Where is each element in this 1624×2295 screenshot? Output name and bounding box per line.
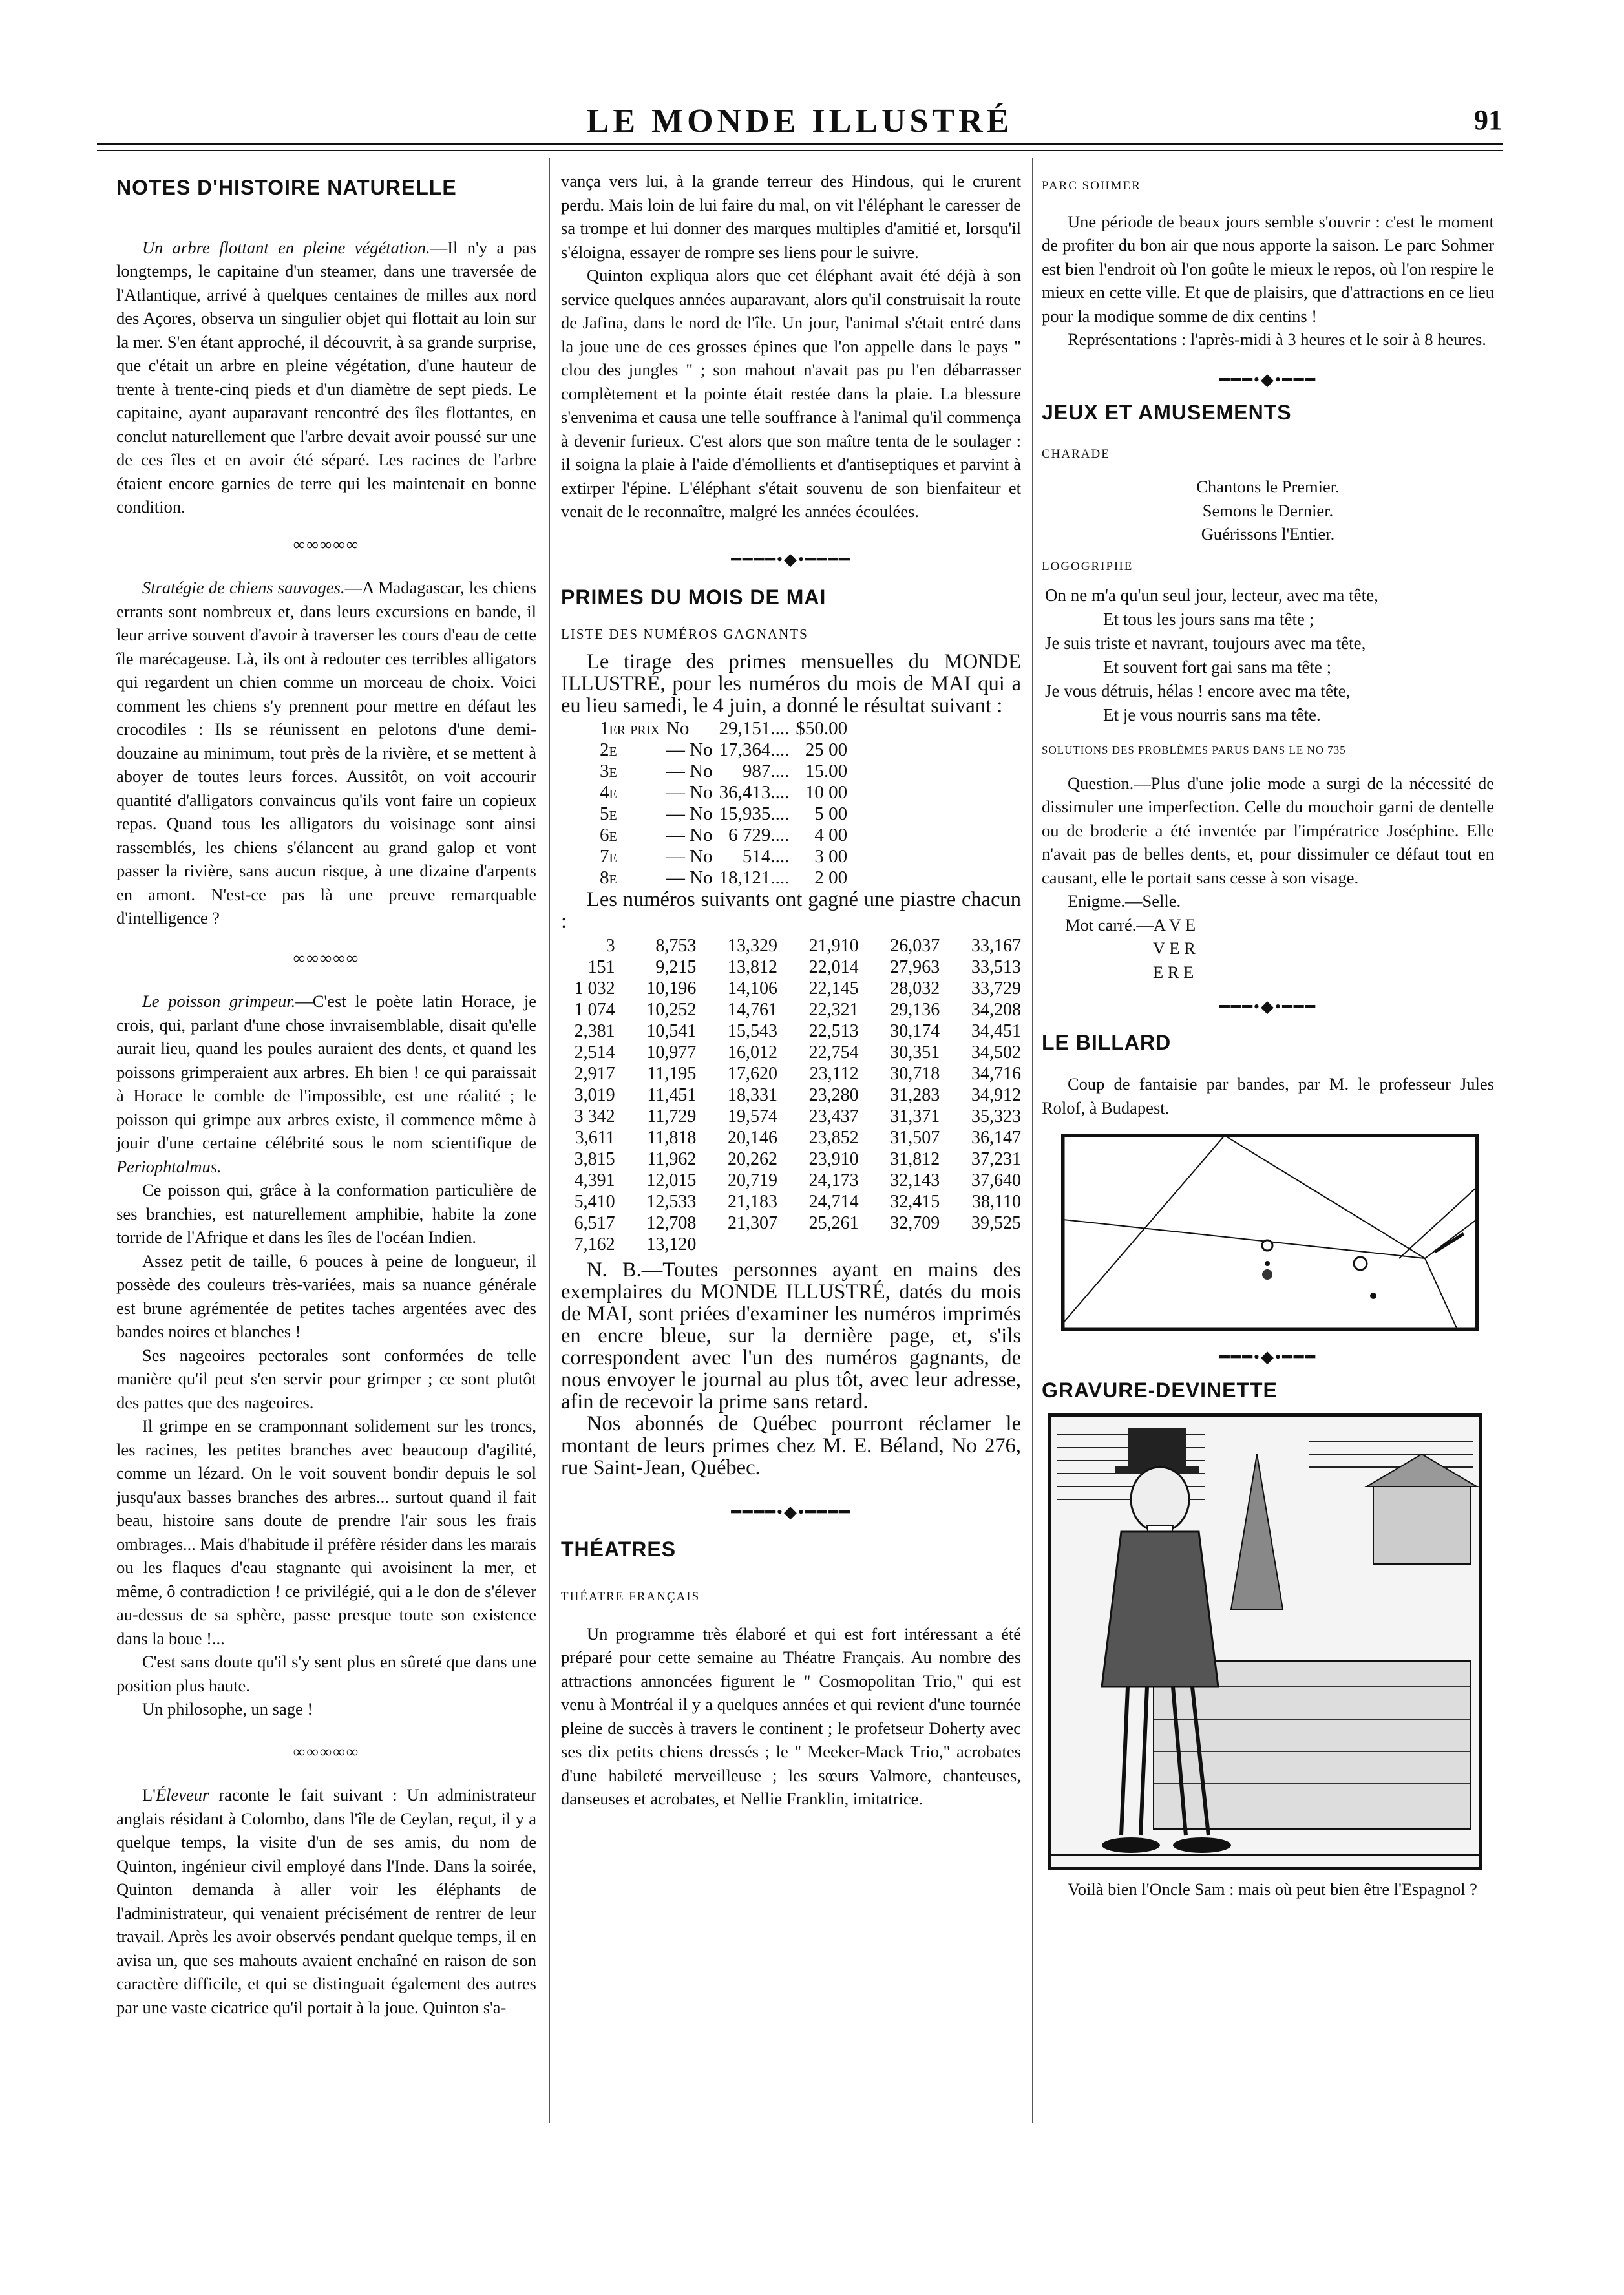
ball-marker <box>1265 1261 1270 1266</box>
red-ball <box>1262 1269 1272 1280</box>
prize-rank: 1er prix <box>600 718 660 739</box>
winning-number: 22,321 <box>808 1000 859 1020</box>
paragraph: Il grimpe en se cramponnant solidement sur les troncs, les racines, les petites branches avec beaucoup d'agilité, comme un lézard. On le voit souvent bondir depuis le sol jusqu'aux basses branches des arbres... surtout quand il fait beau, histoire sans doute de prendre l'air sous les frais ombrages... Mais d'habitude il préfère résider dans les marais ou les flaques d'eau stagnante qui avoisinent la mer, et même, ô contradiction ! ce privilégié, qui a le don de s'élever au-dessus de sa sphère, passe presque toute son existence dans la boue !... <box>116 1416 536 1648</box>
winning-number: 12,708 <box>646 1213 697 1233</box>
winning-number: 37,231 <box>971 1149 1021 1169</box>
winning-number: 28,032 <box>890 978 940 999</box>
article-arbre-flottant: Un arbre flottant en pleine végétation.—Il n'y a pas longtemps, le capitaine d'un steamer, dans une traversée de l'Atlantique, arrivé à quelques centaines de milles aux nord des Açores, observa un singulier objet qui flottait au loin sur la mer. S'en étant approché, il découvrit, à sa grande surprise, que c'était un arbre en pleine végétation, d'une hauteur de trente à trente-cinq pieds et d'un diamètre de sept pieds. Le capitaine, ayant auparavant rencontré des îles flottantes, en conclut naturellement que l'arbre devait avoir poussé sur une de ces îles et en avoir été séparé. Les racines de l'arbre étaient encore garnies de terre qui les maintenait en bonne condition. <box>116 237 536 516</box>
prize-no: — No <box>666 761 713 781</box>
winning-number: 33,513 <box>971 957 1021 977</box>
winning-number: 11,962 <box>647 1149 697 1169</box>
prize-rank: 2e <box>600 739 617 760</box>
house <box>1373 1486 1470 1564</box>
numbers-row <box>570 935 1021 957</box>
charade-line: Semons le Dernier. <box>1202 500 1334 520</box>
prize-rank: 3e <box>600 761 617 781</box>
prize-num: 18,121.... <box>719 867 790 888</box>
paragraph: C'est sans doute qu'il s'y sent plus en sûreté que dans une position plus haute. <box>116 1652 536 1695</box>
prize-row <box>600 782 854 803</box>
winning-number: 32,143 <box>890 1170 940 1190</box>
paragraph: Quinton expliqua alors que cet éléphant avait été déjà à son service quelques années auparavant, alors qu'il construisait la route de Jafina, dans le nord de l'île. Un jour, l'animal s'était entré dans la joue une de ces grosses épines que l'on appelle dans le pays " clou des jungles " ; son mahout n'avait pas pu l'en débarrasser complètement et la pointe était restée dans la plaie. La blessure s'envenima et causa une telle souffrance à l'animal qu'il commença à devenir furieux. C'est alors que son maître tenta de le soulager : il soigna la plaie à l'aide d'émollients et d'antiseptiques et parvint à extirper l'épine. L'éléphant s'était souvenu de son bienfaiteur et venait de le reconnaître, malgré les années écoulées. <box>561 266 1021 521</box>
winning-number: 23,280 <box>808 1085 859 1105</box>
winning-number: 11,451 <box>647 1085 697 1105</box>
article-title: Stratégie de chiens sauvages. <box>142 578 345 597</box>
paragraph: Ce poisson qui, grâce à la conformation particulière de ses branchies, est naturellement amphibie, habite la zone torride de l'Afrique et dans les îles de l'océan Indien. <box>116 1180 536 1247</box>
winning-number: 17,620 <box>727 1064 777 1084</box>
winning-number: 31,507 <box>890 1128 940 1148</box>
numbers-row <box>570 1170 1021 1191</box>
cue-stick <box>1435 1234 1464 1252</box>
prize-amt: 5 00 <box>814 803 848 824</box>
logogriphe-line: Je suis triste et navrant, toujours avec ma tête, <box>1045 633 1366 653</box>
winning-number: 31,283 <box>890 1085 940 1105</box>
winning-number: 19,574 <box>727 1106 777 1126</box>
prize-no: — No <box>666 867 713 888</box>
winning-number: 11,195 <box>647 1064 697 1084</box>
winning-number: 32,709 <box>890 1213 940 1233</box>
prize-row <box>600 739 854 761</box>
numbers-row <box>570 978 1021 999</box>
winning-number: 10,977 <box>646 1042 697 1063</box>
winning-number: 10,252 <box>646 1000 697 1020</box>
winning-number: 23,852 <box>808 1128 859 1148</box>
winning-number: 11,818 <box>647 1128 697 1148</box>
prize-amt: 10 00 <box>805 782 848 803</box>
charade-line: Chantons le Premier. <box>1196 477 1340 496</box>
prize-row <box>600 867 854 889</box>
winning-number: 20,262 <box>727 1149 777 1169</box>
object-ball <box>1354 1257 1367 1270</box>
numbers-intro-block <box>561 889 1021 933</box>
winning-number: 13,812 <box>727 957 777 977</box>
numbers-row <box>570 1127 1021 1148</box>
winning-number: 33,729 <box>971 978 1021 999</box>
prize-num: 29,151.... <box>719 718 790 739</box>
billiard-table-diagram <box>1061 1134 1479 1331</box>
paragraph: vança vers lui, à la grande terreur des Hindous, qui le crurent perdu. Mais loin de lui faire du mal, on vit l'éléphant le caresser de sa trompe et lui donner des marques multiples d'amitié et, lorsqu'il s'éloigna, essayer de rompre ses liens pour le suivre. <box>561 171 1021 262</box>
winning-number: 16,012 <box>727 1042 777 1063</box>
prize-num: 6 729.... <box>728 825 790 845</box>
nota-bene: N. B.—Toutes personnes ayant en mains des exemplaires du MONDE ILLUSTRÉ, datés du mois de MAI, sont priées d'examiner les numéros imprimés en encre bleue, sur la dernière page, et, s'ils correspondent avec l'un des numéros gagnants, de nous envoyer le journal au plus tôt, avec leur adresse, afin de recevoir la prime sans retard. <box>561 1258 1021 1413</box>
winning-number: 34,451 <box>971 1021 1021 1041</box>
prize-row <box>600 825 854 846</box>
newspaper-title: LE MONDE ILLUSTRÉ <box>586 103 1013 140</box>
winning-number: 21,307 <box>727 1213 777 1233</box>
numbers-row <box>570 1212 1021 1234</box>
winning-number: 14,106 <box>727 978 777 999</box>
prize-amt: 2 00 <box>814 867 848 888</box>
prize-amt: $50.00 <box>796 718 848 739</box>
prize-rank: 8e <box>600 867 617 888</box>
column-divider-2 <box>1032 158 1033 2123</box>
billard-description: Coup de fantaisie par bandes, par M. le professeur Jules Rolof, à Budapest. <box>1042 1074 1494 1117</box>
numbers-row <box>570 1042 1021 1063</box>
winning-number: 21,183 <box>727 1192 777 1212</box>
ornament: ━━━━•◆•━━━━ <box>731 549 851 569</box>
article-poisson-grimpeur: Le poisson grimpeur.—C'est le poète latin Horace, je crois, qui, parlant d'une chose invraisemblable, disait qu'elle aurait lieu, quand les poules auraient des dents, et quand les poissons grimperaient aux arbres. Eh bien ! ce qui paraissait à Horace le comble de l'impossible, est une réalité ; le poisson qui grimpe aux arbres existe, il commence même à jouir d'une certaine célébrité sous le nom scientifique de Periophtalmus. <box>116 991 536 1176</box>
winning-number: 14,761 <box>727 1000 777 1020</box>
face <box>1131 1467 1189 1532</box>
prize-num: 15,935.... <box>719 803 790 824</box>
winning-number: 31,812 <box>890 1149 940 1169</box>
ball-position <box>1370 1293 1376 1299</box>
ornament: ━━━•◆•━━━ <box>1219 370 1317 389</box>
winning-number: 4,391 <box>574 1170 615 1190</box>
parc-paragraph: Une période de beaux jours semble s'ouvrir : c'est le moment de profiter du bon air que nous apporte la saison. Le parc Sohmer est bien l'endroit où l'on goûte le mieux le repos, où l'on respire le mieux en cette ville. Et que de plaisirs, que d'attractions en ce lieu pour la modique somme de dix centins ! <box>1042 211 1494 326</box>
numbers-row <box>570 957 1021 978</box>
winning-number: 3,019 <box>574 1085 615 1105</box>
winning-number: 1 074 <box>574 1000 615 1020</box>
numbers-row <box>570 1021 1021 1042</box>
shoe <box>1102 1837 1160 1853</box>
winning-number: 30,174 <box>890 1021 940 1041</box>
winning-number: 25,261 <box>808 1213 859 1233</box>
paragraph: Ses nageoires pectorales sont conformées de telle manière qu'il peut s'en servir pour grimper ; ce sont plutôt des pattes que des nageoires. <box>116 1345 536 1412</box>
winning-number: 23,910 <box>808 1149 859 1169</box>
column-1 <box>116 169 536 2019</box>
winning-number: 37,640 <box>971 1170 1021 1190</box>
quebec-note: Nos abonnés de Québec pourront réclamer le montant de leurs primes chez M. E. Béland, No 276, rue Saint-Jean, Québec. <box>561 1412 1021 1479</box>
prize-amt: 15.00 <box>805 761 848 781</box>
prize-num: 987.... <box>742 761 790 781</box>
ball-path <box>1063 1136 1477 1323</box>
winning-number <box>777 1234 859 1255</box>
column-divider-1 <box>549 158 550 2123</box>
numbers-row <box>570 1106 1021 1127</box>
winning-number: 2,514 <box>574 1042 615 1063</box>
prize-rank: 6e <box>600 825 617 845</box>
prize-row <box>600 803 854 825</box>
ball-path-3 <box>1399 1187 1477 1258</box>
prize-no: — No <box>666 739 713 760</box>
prize-row <box>600 761 854 782</box>
winning-number: 32,415 <box>890 1192 940 1212</box>
masthead-rule-thin <box>97 150 1503 151</box>
prize-row <box>600 846 854 867</box>
parc-representations: Représentations : l'après-midi à 3 heures et le soir à 8 heures. <box>1068 330 1486 349</box>
winning-number: 3,611 <box>575 1128 615 1148</box>
gravure-caption: Voilà bien l'Oncle Sam : mais où peut bien être l'Espagnol ? <box>1068 1879 1477 1899</box>
winning-number: 13,120 <box>646 1234 697 1254</box>
numbers-intro: Les numéros suivants ont gagné une piastre chacun : <box>561 888 1021 933</box>
article-chiens-sauvages: Stratégie de chiens sauvages.—A Madagascar, les chiens errants sont nombreux et, dans leurs excursions en bande, il leur arrive souvent d'avoir à traverser les cours d'eau de cette île marécageuse. Là, ils ont à redouter ces terribles alligators qui regardent un chien comme un morceau de choix. Voici comment les chiens s'y prennent pour mettre en défaut les crocodiles : Ils se réunissent en pelotons d'une demi-douzaine au minimum, tout près de la rivière, et se mettent à aboyer de toutes leurs forces. Aussitôt, on voit accourir quantité d'alligators convaincus qu'ils vont faire un copieux repas. Quand tous les alligators du voisinage sont ainsi rassemblés, les chiens s'élancent au grand galop et vont passer la rivière, sans aucun risque, à une dizaine d'arpents en amont. N'est-ce pas là une preuve remarquable d'intelligence ? <box>116 578 536 927</box>
masthead <box>97 97 1503 140</box>
winning-number: 22,014 <box>808 957 859 977</box>
winning-number: 13,329 <box>727 936 777 956</box>
prize-amt: 25 00 <box>805 739 848 760</box>
winning-number: 30,718 <box>890 1064 940 1084</box>
prize-amt: 3 00 <box>814 846 848 867</box>
logogriphe-line: On ne m'a qu'un seul jour, lecteur, avec ma tête, <box>1045 586 1378 605</box>
subheading-theatre-francais: THÉATRE FRANÇAIS <box>561 1590 701 1603</box>
winning-number: 23,437 <box>808 1106 859 1126</box>
winning-number: 34,502 <box>971 1042 1021 1063</box>
ball-path-2 <box>1063 1220 1457 1329</box>
winning-number: 1 032 <box>574 978 615 999</box>
logogriphe <box>1042 584 1494 727</box>
subheading-parc-sohmer: PARC SOHMER <box>1042 179 1141 193</box>
numbers-row <box>570 1084 1021 1106</box>
article-title: Un arbre flottant en pleine végétation. <box>142 237 430 257</box>
heading-billard: LE BILLARD <box>1042 1030 1172 1054</box>
winning-numbers-table <box>570 935 1021 1255</box>
prize-no: — No <box>666 803 713 824</box>
numbers-row <box>570 1063 1021 1084</box>
solution-question: Question.—Plus d'une jolie mode a surgi de la nécessité de dissimuler une imperfection. Celle du mouchoir garni de dentelle ou de broderie a été inventée par l'impératrice Joséphine. Elle n'avait pas de belles dents, et, pour dissimuler ce défaut tout en causant, elle le portait sans cesse à son visage. <box>1042 773 1494 887</box>
prize-no: — No <box>666 846 713 867</box>
winning-number: 39,525 <box>971 1213 1021 1233</box>
uncle-sam-engraving <box>1048 1413 1482 1870</box>
theatre-paragraph: Un programme très élaboré et qui est fort intéressant a été préparé pour cette semaine au Théatre Français. Au nombre des attractions annoncées figurent le " Cosmopolitan Trio," qui est venu à Montréal il y a quelques années et qui revient d'une tournée pleine de succès à travers le continent ; le profetseur Doherty avec ses dix petits chiens dressés ; le " Meeker-Mack Trio," acrobates d'une habileté merveilleuse ; les sœurs Valmore, chanteuses, danseuses et acrobates, et Nellie Franklin, imitatrice. <box>561 1623 1021 1808</box>
logogriphe-line: Et je vous nourris sans ma tête. <box>1103 705 1321 724</box>
subheading-solutions: SOLUTIONS DES PROBLÈMES PARUS DANS LE NO 735 <box>1042 744 1346 756</box>
subheading-numeros-gagnants: LISTE DES NUMÉROS GAGNANTS <box>561 626 808 642</box>
column-3 <box>1042 169 1494 1901</box>
winning-number: 31,371 <box>890 1106 940 1126</box>
winning-number: 3 <box>606 936 615 956</box>
winning-number: 3 342 <box>574 1106 615 1126</box>
ornament: ∞∞∞∞∞ <box>293 534 360 554</box>
page-number: 91 <box>1474 104 1503 136</box>
winning-number <box>859 1234 940 1255</box>
winning-number: 15,543 <box>727 1021 777 1041</box>
paragraph: Un philosophe, un sage ! <box>142 1699 313 1719</box>
winning-number: 24,173 <box>808 1170 859 1190</box>
ornament: ━━━━•◆•━━━━ <box>731 1503 851 1521</box>
prize-no: No <box>666 718 690 739</box>
prize-no: — No <box>666 782 713 803</box>
numbers-row <box>570 1191 1021 1212</box>
article-eleveur: L'Éleveur raconte le fait suivant : Un administrateur anglais résidant à Colombo, dans l'île de Ceylan, reçut, il y a quelque temps, la visite d'un de ses amis, du nom de Quinton, ingénieur civil employé dans l'Inde. Dans la soirée, Quinton demanda à aller voir les éléphants de l'administrateur, qui venaient précisément de rentrer de leur travail. Après les avoir observés pendant quelque temps, il en avisa un, que ses mahouts avaient enchaîné en raison de son caractère difficile, et qui se distinguait également des autres par une vaste cicatrice qu'il portait à la joue. Quinton s'a- <box>116 1785 536 2017</box>
logogriphe-line: Je vous détruis, hélas ! encore avec ma tête, <box>1045 681 1351 701</box>
winning-number <box>696 1234 777 1255</box>
primes-intro: Le tirage des primes mensuelles du MONDE ILLUSTRÉ, pour les numéros du mois de MAI qui a eu lieu samedi, le 4 juin, a donné le résultat suivant : <box>561 650 1021 717</box>
winning-number: 23,112 <box>809 1064 859 1084</box>
winning-number: 10,541 <box>646 1021 697 1041</box>
heading-theatres: THÉATRES <box>561 1537 677 1561</box>
numbers-row <box>570 999 1021 1021</box>
logogriphe-line: Et souvent fort gai sans ma tête ; <box>1103 657 1332 677</box>
winning-number <box>940 1234 1021 1255</box>
subheading-logogriphe: LOGOGRIPHE <box>1042 559 1134 573</box>
ornament: ∞∞∞∞∞ <box>293 948 360 968</box>
ornament: ━━━•◆•━━━ <box>1219 997 1317 1016</box>
winning-number: 9,215 <box>655 957 697 977</box>
prize-num: 514.... <box>742 846 790 867</box>
heading-gravure: GRAVURE-DEVINETTE <box>1042 1378 1278 1402</box>
winning-number: 33,167 <box>971 936 1021 956</box>
winning-number: 38,110 <box>972 1192 1021 1212</box>
winning-number: 22,513 <box>808 1021 859 1041</box>
prize-rank: 7e <box>600 846 617 867</box>
primes-intro-block <box>561 651 1021 717</box>
heading-primes: PRIMES DU MOIS DE MAI <box>561 586 827 609</box>
ornament: ━━━•◆•━━━ <box>1219 1348 1317 1366</box>
mot-carre: Mot carré.—A V E V E R E R E <box>1065 915 1196 982</box>
prize-no: — No <box>666 825 713 845</box>
column-2 <box>561 169 1021 1811</box>
winning-number: 12,533 <box>646 1192 697 1212</box>
winning-number: 10,196 <box>646 978 697 999</box>
gravure-image <box>1048 1413 1478 1866</box>
winning-number: 21,910 <box>808 936 859 956</box>
winning-number: 34,716 <box>971 1064 1021 1084</box>
article-title: Le poisson grimpeur. <box>142 991 296 1011</box>
winning-number: 2,917 <box>574 1064 615 1084</box>
prize-num: 36,413.... <box>719 782 790 803</box>
winning-number: 34,912 <box>971 1085 1021 1105</box>
nb-block <box>561 1259 1021 1479</box>
winning-number: 20,719 <box>727 1170 777 1190</box>
winning-number: 22,754 <box>808 1042 859 1063</box>
ornament: ∞∞∞∞∞ <box>293 1742 360 1761</box>
prize-row <box>600 718 854 739</box>
coat <box>1102 1532 1218 1687</box>
winning-number: 3,815 <box>574 1149 615 1169</box>
billard-diagram <box>1061 1134 1475 1327</box>
charade <box>1042 475 1494 546</box>
winning-number: 30,351 <box>890 1042 940 1063</box>
winning-number: 6,517 <box>574 1213 615 1233</box>
winning-number: 34,208 <box>971 1000 1021 1020</box>
winning-number: 18,331 <box>727 1085 777 1105</box>
winning-number: 12,015 <box>646 1170 697 1190</box>
winning-number: 151 <box>587 957 615 977</box>
prize-rank: 5e <box>600 803 617 824</box>
winning-number: 24,714 <box>808 1192 859 1212</box>
winning-number: 5,410 <box>574 1192 615 1212</box>
heading-jeux: JEUX ET AMUSEMENTS <box>1042 401 1292 424</box>
paragraph: Assez petit de taille, 6 pouces à peine de longueur, il possède des couleurs très-variées, mais sa nuance générale est brune agrémentée de petites taches argentées avec des bandes noires et blanches ! <box>116 1251 536 1341</box>
prizes-table <box>600 718 854 889</box>
prize-amt: 4 00 <box>814 825 848 845</box>
winning-number: 36,147 <box>971 1128 1021 1148</box>
prize-num: 17,364.... <box>719 739 790 760</box>
winning-number: 22,145 <box>808 978 859 999</box>
table-border <box>1064 1136 1476 1329</box>
masthead-rule <box>97 143 1503 145</box>
numbers-row <box>570 1148 1021 1170</box>
top-hat <box>1128 1428 1186 1467</box>
winning-number: 26,037 <box>890 936 940 956</box>
charade-line: Guérissons l'Entier. <box>1201 524 1335 544</box>
winning-number: 8,753 <box>655 936 697 956</box>
winning-number: 20,146 <box>727 1128 777 1148</box>
winning-number: 2,381 <box>574 1021 615 1041</box>
winning-number: 11,729 <box>647 1106 697 1126</box>
numbers-row <box>570 1234 1021 1255</box>
subheading-charade: CHARADE <box>1042 447 1110 461</box>
winning-number: 7,162 <box>574 1234 615 1254</box>
prize-rank: 4e <box>600 782 617 803</box>
winning-number: 29,136 <box>890 1000 940 1020</box>
heading-histoire-naturelle: NOTES D'HISTOIRE NATURELLE <box>116 176 457 199</box>
cue-ball <box>1262 1240 1272 1251</box>
winning-number: 27,963 <box>890 957 940 977</box>
solution-enigme: Enigme.—Selle. <box>1068 891 1181 911</box>
logogriphe-line: Et tous les jours sans ma tête ; <box>1103 609 1314 629</box>
winning-number: 35,323 <box>971 1106 1021 1126</box>
